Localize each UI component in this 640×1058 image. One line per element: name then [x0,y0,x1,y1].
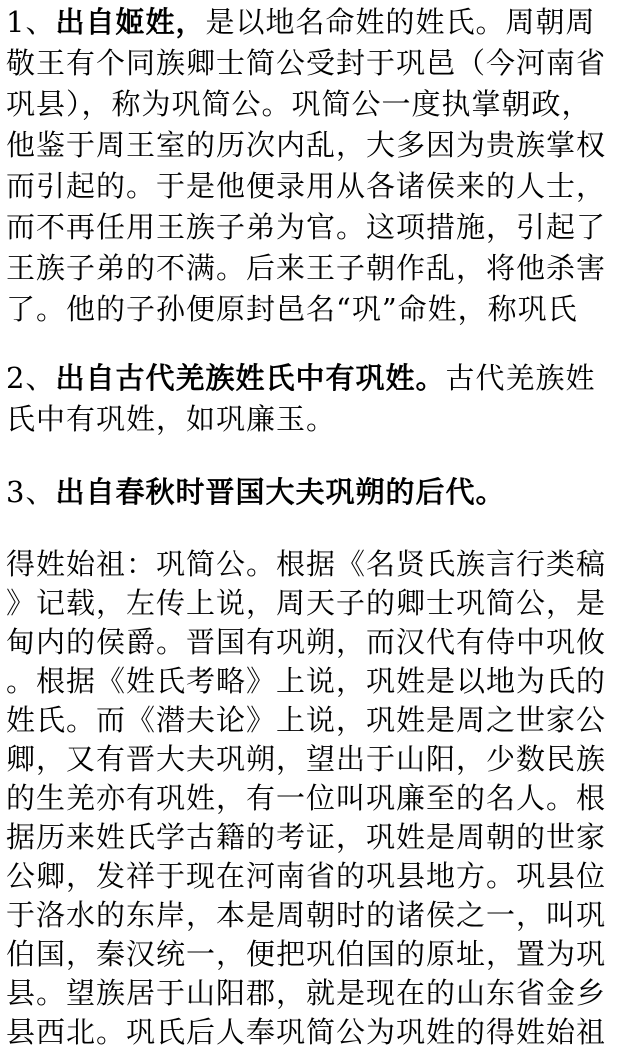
ancestor-line-10: 于洛水的东岸，本是周朝时的诸侯之一，叫巩 [6,898,607,932]
section-1-line-6: 而不再任用王族子弟为官。这项措施，引起了 [6,210,607,244]
section-1-line-8: 了。他的子孙便原封邑名“巩”命姓，称巩氏 [6,292,578,326]
section-1-line-4: 他鉴于周王室的历次内乱，大多因为贵族掌权 [6,128,607,162]
ancestor-line-13: 县西北。巩氏后人奉巩简公为巩姓的得姓始祖 [6,1015,607,1049]
ancestor-line-7: 的生羌亦有巩姓，有一位叫巩廉至的名人。根 [6,781,607,815]
ancestor-line-5: 姓氏。而《潜夫论》上说，巩姓是周之世家公 [6,703,607,737]
section-1-line-1 [6,0,636,44]
ancestor-line-3: 甸内的侯爵。晋国有巩朔，而汉代有侍中巩攸 [6,625,607,659]
ancestor-line-9: 公卿，发祥于现在河南省的巩县地方。巩县位 [6,859,607,893]
ancestor-line-12: 县。望族居于山阳郡，就是现在的山东省金乡 [6,976,607,1010]
section-3-lead: 出自春秋时晋国大夫巩朔的后代。 [55,475,506,509]
ancestor-line-1: 得姓始祖：巩简公。根据《名贤氏族言行类稿 [6,547,607,581]
ancestor-line-11: 伯国，秦汉统一，便把巩伯国的原址，置为巩 [6,937,607,971]
section-1-line-3: 巩县），称为巩简公。巩简公一度执掌朝政， [6,87,592,121]
section-2-text: 古代羌族姓 [445,361,596,395]
section-3-number: 3、 [6,475,56,509]
section-1-line-2: 敬王有个同族卿士简公受封于巩邑（今河南省 [6,46,607,80]
section-3-line-1 [6,470,636,514]
section-2-line-2: 氏中有巩姓，如巩廉玉。 [6,402,337,436]
ancestor-line-4: 。根据《姓氏考略》上说，巩姓是以地为氏的 [6,664,607,698]
ancestor-line-8: 据历来姓氏学古籍的考证，巩姓是周朝的世家 [6,820,607,854]
section-1-lead: 出自姬姓， [55,5,206,39]
section-1-line-7: 王族子弟的不满。后来王子朝作乱，将他杀害 [6,251,607,285]
ancestor-line-6: 卿，又有晋大夫巩朔，望出于山阳，少数民族 [6,742,607,776]
section-2-lead: 出自古代羌族姓氏中有巩姓。 [55,361,446,395]
section-2-line-1 [6,356,636,400]
section-1-number: 1、 [6,5,56,39]
ancestor-line-2: 》记载，左传上说，周天子的卿士巩简公，是 [6,586,607,620]
section-2-number: 2、 [6,361,56,395]
section-1-text: 是以地名命姓的姓氏。周朝周 [205,5,596,39]
section-1-line-5: 而引起的。于是他便录用从各诸侯来的人士， [6,169,607,203]
